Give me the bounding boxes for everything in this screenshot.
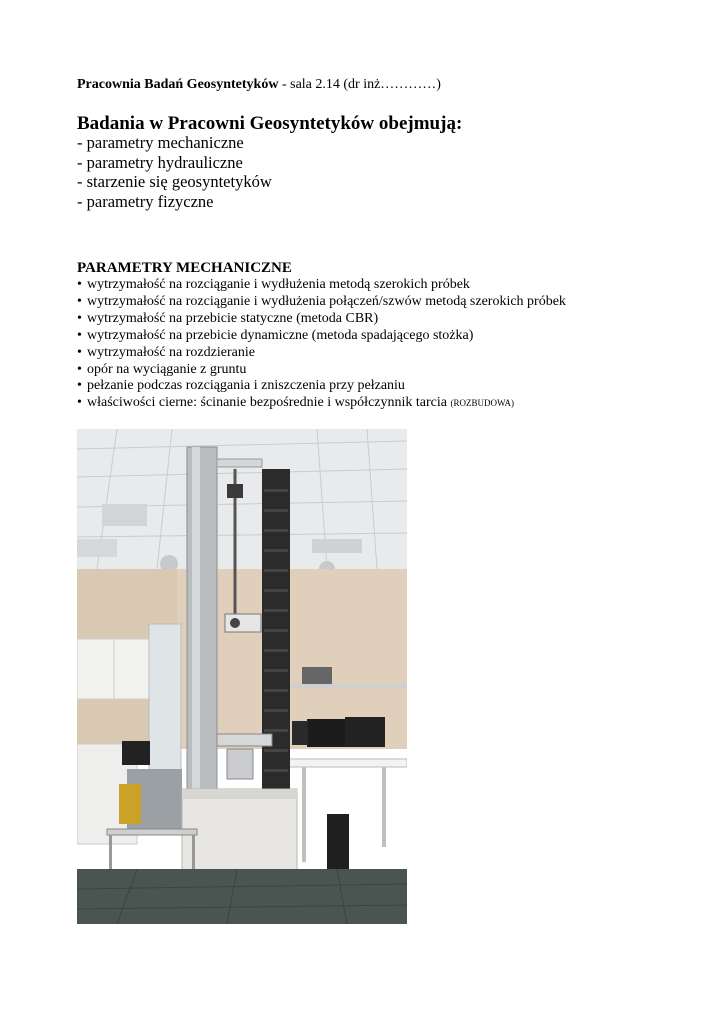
lab-name: Pracownia Badań Geosyntetyków: [77, 77, 279, 92]
list-item: - parametry mechaniczne: [77, 133, 244, 152]
bullet-icon: •: [77, 327, 82, 343]
list-item: - parametry hydrauliczne: [77, 152, 243, 172]
intro-heading: Badania w Pracowni Geosyntetyków obejmują:: [77, 113, 463, 134]
list-item: • opór na wyciąganie z gruntu: [77, 361, 247, 377]
bullet-icon: •: [77, 277, 82, 292]
bullet-icon: •: [77, 344, 82, 360]
bullet-icon: •: [77, 361, 82, 377]
mechanical-list: [77, 277, 566, 412]
list-item: - starzenie się geosyntetyków: [77, 172, 272, 192]
list-item: - parametry fizyczne: [77, 192, 214, 212]
bullet-icon: •: [77, 293, 82, 309]
lab-header: [77, 77, 441, 93]
lab-photo: [77, 429, 407, 924]
list-item: • właściwości cierne: ścinanie bezpośrednie i współczynnik tarcia (ROZBUDOWA): [77, 395, 514, 411]
list-item: • wytrzymałość na rozciąganie i wydłużenia metodą szerokich próbek: [77, 277, 470, 292]
list-item: • wytrzymałość na rozdzieranie: [77, 344, 255, 360]
intro-list: [77, 133, 272, 212]
list-item: • wytrzymałość na rozciąganie i wydłużenia połączeń/szwów metodą szerokich próbek: [77, 293, 566, 309]
lab-room: - sala 2.14 (dr inż…………): [278, 77, 441, 92]
list-item: • wytrzymałość na przebicie statyczne (metoda CBR): [77, 310, 379, 326]
vent-icon: [102, 504, 147, 526]
bullet-icon: •: [77, 378, 82, 394]
list-item: • wytrzymałość na przebicie dynamiczne (metoda spadającego stożka): [77, 327, 474, 343]
expansion-note: (ROZBUDOWA): [450, 398, 514, 409]
bullet-icon: •: [77, 395, 82, 411]
list-item: • pełzanie podczas rozciągania i zniszczenia przy pełzaniu: [77, 378, 405, 394]
mechanical-heading: PARAMETRY MECHANICZNE: [77, 260, 292, 276]
bullet-icon: •: [77, 310, 82, 326]
